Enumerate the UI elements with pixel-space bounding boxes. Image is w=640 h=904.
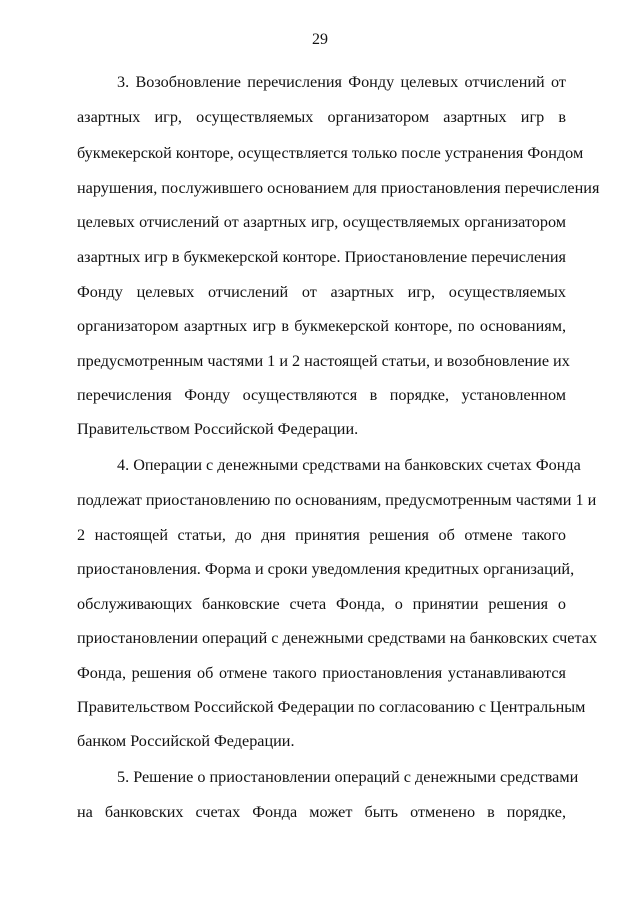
paragraph-line: 2 настоящей статьи, до дня принятия решения об отмене такого (77, 526, 566, 544)
paragraph-line: обслуживающих банковские счета Фонда, о принятии решения о (77, 595, 566, 613)
paragraph-line: Правительством Российской Федерации. (77, 420, 359, 438)
paragraph-line: приостановления. Форма и сроки уведомления кредитных организаций, (77, 560, 575, 578)
paragraph-line: Правительством Российской Федерации по согласованию с Центральным (77, 698, 586, 716)
page-number: 29 (312, 31, 328, 48)
paragraph-line: перечисления Фонду осуществляются в порядке, установленном (77, 386, 566, 404)
paragraph-line: приостановлении операций с денежными средствами на банковских счетах (77, 629, 598, 647)
paragraph-line: азартных игр в букмекерской конторе. Приостановление перечисления (77, 248, 566, 266)
paragraph-line: 4. Операции с денежными средствами на банковских счетах Фонда (117, 456, 581, 474)
paragraph-line: целевых отчислений от азартных игр, осуществляемых организатором (77, 213, 566, 231)
paragraph-line: Фонду целевых отчислений от азартных игр, осуществляемых (77, 283, 566, 301)
paragraph-line: подлежат приостановлению по основаниям, предусмотренным частями 1 и (77, 491, 597, 509)
paragraph-line: 5. Решение о приостановлении операций с денежными средствами (117, 768, 579, 786)
paragraph-line: Фонда, решения об отмене такого приостановления устанавливаются (77, 664, 566, 682)
paragraph-line: банком Российской Федерации. (77, 732, 295, 750)
paragraph-line: на банковских счетах Фонда может быть отменено в порядке, (77, 803, 566, 821)
paragraph-line: организатором азартных игр в букмекерской конторе, по основаниям, (77, 317, 566, 335)
paragraph-line: букмекерской конторе, осуществляется только после устранения Фондом (77, 144, 584, 162)
paragraph-line: азартных игр, осуществляемых организатором азартных игр в (77, 108, 566, 126)
paragraph-line: нарушения, послужившего основанием для приостановления перечисления (77, 179, 600, 197)
paragraph-line: предусмотренным частями 1 и 2 настоящей статьи, и возобновление их (77, 352, 570, 370)
paragraph-line: 3. Возобновление перечисления Фонду целевых отчислений от (117, 73, 566, 91)
